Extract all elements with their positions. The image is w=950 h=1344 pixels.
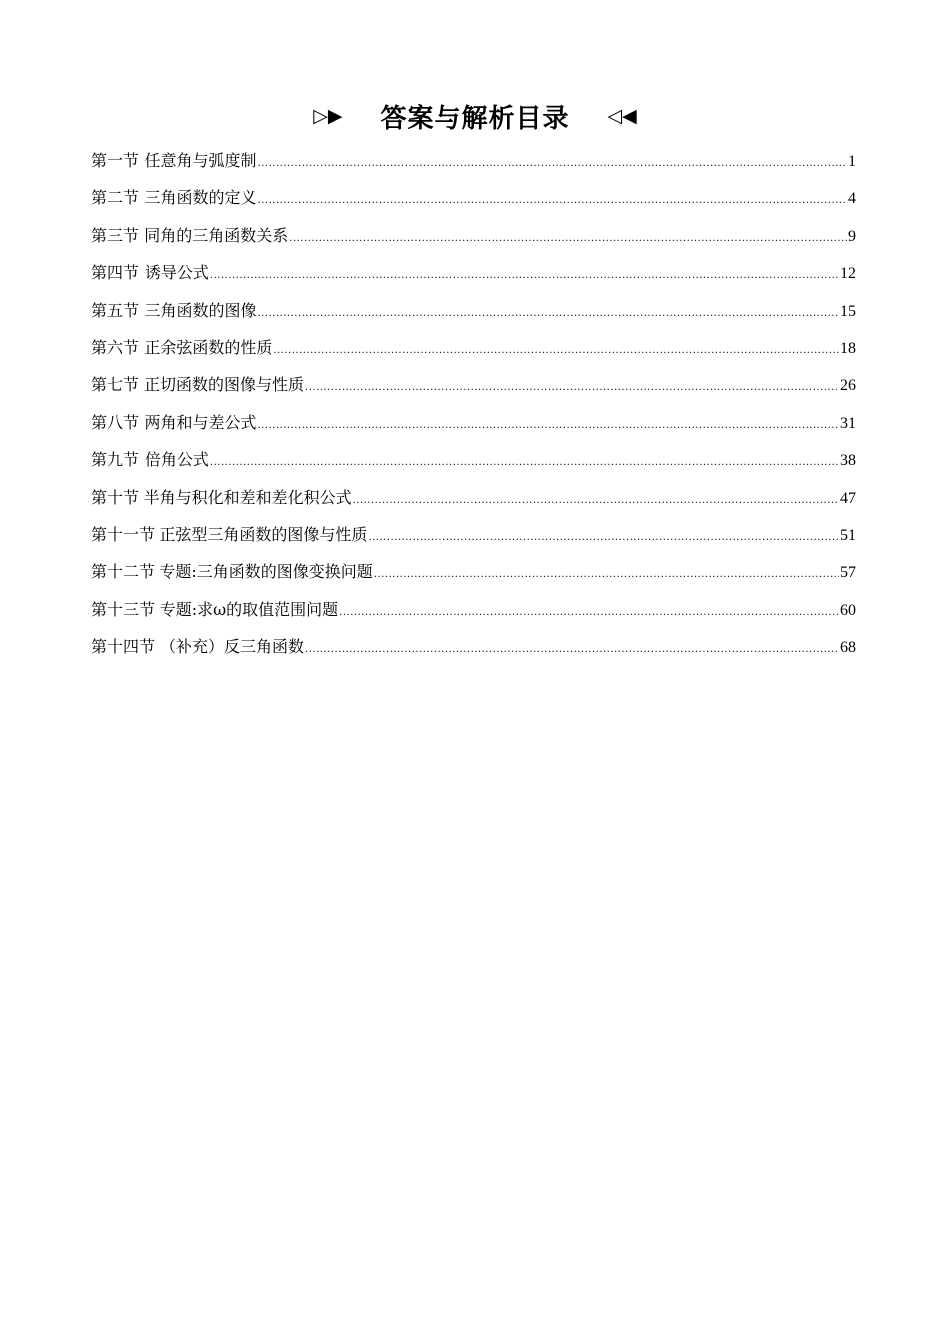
toc-leader-dots	[339, 594, 839, 631]
toc-leader-dots	[273, 332, 839, 369]
toc-entry[interactable]	[91, 628, 856, 665]
toc-entry[interactable]	[91, 366, 856, 403]
toc-section-title: 半角与积化和差和差化积公式	[143, 487, 352, 507]
toc-section-title: 两角和与差公式	[144, 412, 257, 432]
toc-leader-dots	[210, 444, 839, 481]
toc-section-number: 第十节	[91, 487, 140, 507]
toc-section-number: 第一节	[91, 151, 140, 170]
toc-page-number: 38	[840, 452, 856, 470]
toc-page-number: 18	[840, 339, 856, 357]
toc-page-number: 4	[848, 190, 856, 208]
toc-page-number: 31	[840, 414, 856, 432]
toc-leader-dots	[258, 182, 847, 219]
toc-leader-dots	[258, 145, 847, 182]
table-of-contents	[91, 142, 856, 665]
toc-section-title: 三角函数的定义	[144, 188, 257, 208]
toc-section-number: 第十三节	[91, 599, 156, 619]
toc-section-number: 第八节	[91, 412, 140, 432]
toc-leader-dots	[368, 519, 839, 556]
toc-section-title: 正弦型三角函数的图像与性质	[159, 524, 368, 544]
toc-entry[interactable]	[91, 404, 856, 441]
toc-page-number: 51	[840, 526, 856, 544]
toc-entry[interactable]	[91, 329, 856, 366]
toc-entry[interactable]	[91, 516, 856, 553]
page-title	[0, 96, 950, 136]
toc-section-title: 任意角与弧度制	[144, 151, 257, 170]
toc-leader-dots	[353, 482, 839, 519]
title-text: 答案与解析目录	[380, 103, 570, 134]
toc-page-number: 26	[840, 377, 856, 395]
toc-section-number: 第九节	[91, 450, 140, 470]
toc-entry[interactable]	[91, 479, 856, 516]
toc-section-number: 第十四节	[91, 637, 156, 657]
toc-leader-dots	[289, 220, 847, 257]
title-left-arrows-icon: ▷▶	[313, 105, 343, 127]
toc-page-number: 12	[840, 265, 856, 283]
toc-page-number: 9	[848, 227, 856, 245]
toc-section-title: 诱导公式	[144, 263, 209, 283]
toc-entry[interactable]	[91, 142, 856, 179]
toc-section-title: 正切函数的图像与性质	[144, 375, 305, 395]
toc-leader-dots	[305, 369, 839, 406]
toc-page-number: 15	[840, 302, 856, 320]
toc-page-number: 47	[840, 489, 856, 507]
toc-section-title: 三角函数的图像	[144, 300, 257, 320]
toc-entry[interactable]	[91, 292, 856, 329]
title-right-arrows-icon: ◁◀	[607, 105, 637, 127]
toc-entry[interactable]	[91, 591, 856, 628]
toc-entry[interactable]	[91, 179, 856, 216]
toc-leader-dots	[210, 257, 839, 294]
toc-section-title: （补充）反三角函数	[160, 637, 305, 657]
toc-section-number: 第十二节	[91, 562, 156, 582]
toc-section-number: 第十一节	[91, 524, 156, 544]
toc-section-number: 第六节	[91, 337, 140, 357]
toc-section-number: 第三节	[91, 225, 140, 245]
toc-page-number: 57	[840, 564, 856, 582]
toc-section-number: 第七节	[91, 375, 140, 395]
toc-section-title: 同角的三角函数关系	[144, 225, 289, 245]
toc-section-title: 专题:三角函数的图像变换问题	[159, 562, 373, 582]
toc-entry[interactable]	[91, 217, 856, 254]
toc-section-number: 第四节	[91, 263, 140, 283]
toc-entry[interactable]	[91, 553, 856, 590]
toc-section-title: 正余弦函数的性质	[144, 337, 273, 357]
toc-page-number: 1	[848, 153, 856, 170]
toc-section-title: 专题:求ω的取值范围问题	[159, 599, 339, 619]
toc-page-number: 60	[840, 601, 856, 619]
toc-leader-dots	[257, 295, 839, 332]
toc-page-number: 68	[840, 639, 856, 657]
toc-entry[interactable]	[91, 254, 856, 291]
toc-section-title: 倍角公式	[144, 450, 209, 470]
toc-section-number: 第五节	[91, 300, 140, 320]
toc-section-number: 第二节	[91, 188, 140, 208]
toc-leader-dots	[374, 556, 839, 593]
toc-entry[interactable]	[91, 441, 856, 478]
toc-leader-dots	[257, 407, 839, 444]
toc-leader-dots	[305, 631, 839, 668]
